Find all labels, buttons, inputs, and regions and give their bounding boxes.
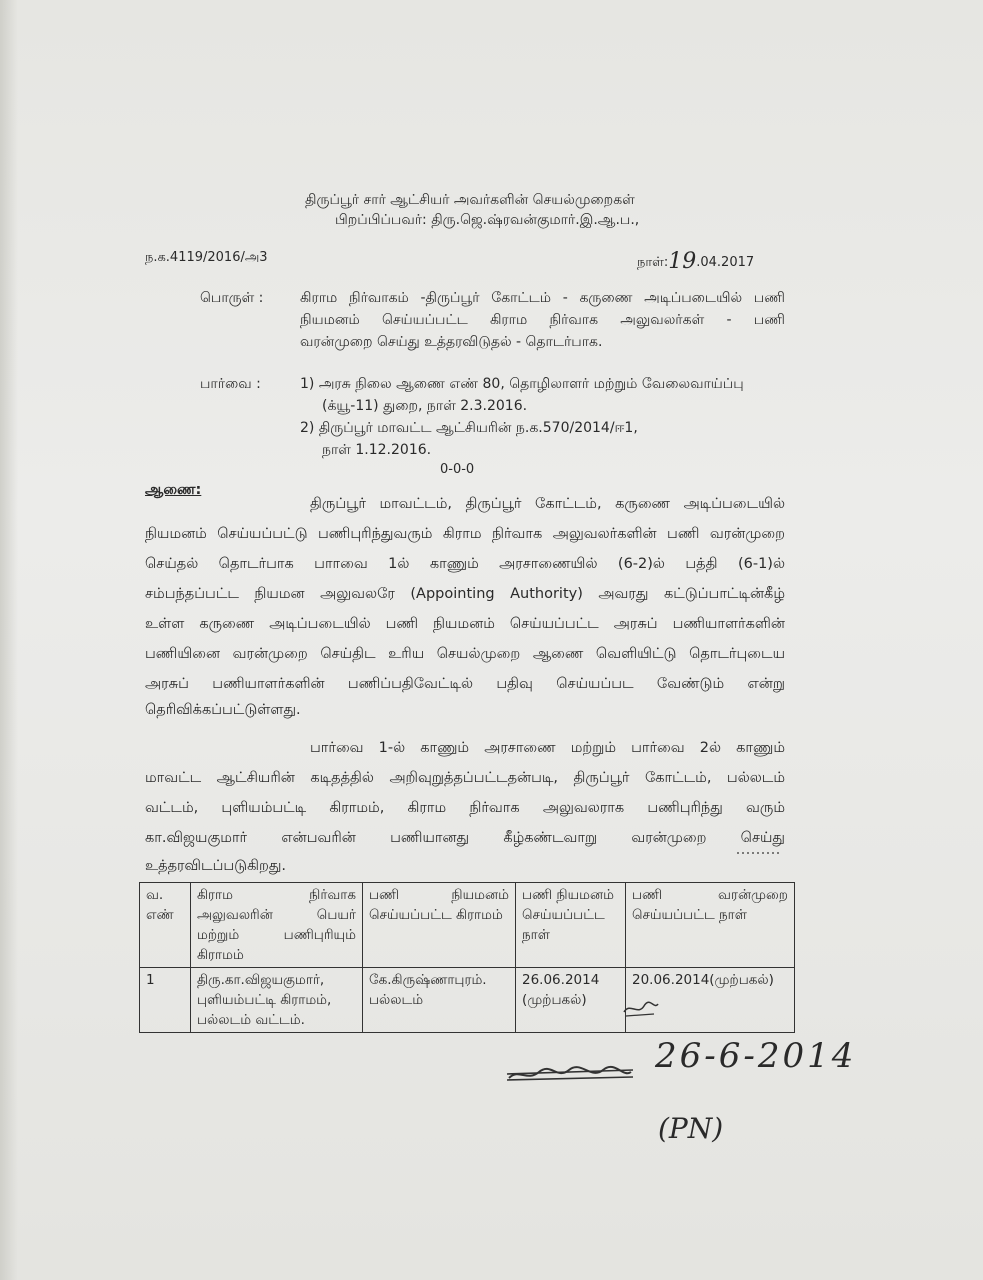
page-shadow (0, 0, 18, 1280)
para1-line-4: சம்பந்தப்பட்ட நியமன அலுவலரே (Appointing Authority) அவரது கட்டுப்பாட்டின்கீழ் (145, 586, 785, 602)
correction-scribble (620, 998, 660, 1020)
para2-line-3: வட்டம், புளியம்பட்டி கிராமம், கிராம நிர்வாக அலுவலராக பணிபுரிந்து வரும் (145, 800, 785, 816)
officer-village-line: புளியம்பட்டி கிராமம், (197, 992, 332, 1008)
table-header-row (140, 883, 795, 968)
file-number: ந.க.4119/2016/அ3 (145, 250, 268, 265)
subject-line-3: வரன்முறை செய்து உத்தரவிடுதல் - தொடர்பாக. (300, 334, 603, 350)
appointment-date: 26.06.2014 (522, 972, 600, 988)
regularised-date: 20.06.2014(முற்பகல்) (632, 972, 774, 988)
para1-line-5: உள்ள கருணை அடிப்படையில் பணி நியமனம் செய்யப்பட்ட அரசுப் பணியாளர்களின் (145, 616, 785, 632)
para2-line-4: கா.விஜயகுமார் என்பவரின் பணியானது கீழ்கண்டவாறு வரன்முறை செய்து (145, 830, 785, 846)
reference-line-1: 1) அரசு நிலை ஆணை எண் 80, தொழிலாளர் மற்றும் வேலைவாய்ப்பு (300, 376, 744, 392)
issuer-line: பிறப்பிப்பவர்: திரு.ஜெ.ஷ்ரவன்குமார்.இ.ஆ.ப., (335, 212, 640, 228)
para1-line-8: தெரிவிக்கப்பட்டுள்ளது. (145, 702, 301, 718)
para1-line-3: செய்தல் தொடர்பாக பாாவை 1ல் காணும் அரசாணையில் (6-2)ல் பத்தி (6-1)ல் (145, 556, 785, 572)
village-taluk-line: பல்லடம் (369, 992, 424, 1008)
officer-name-line: திரு.கா.விஜயகுமார், (197, 972, 325, 988)
officer-taluk-line: பல்லடம் வட்டம். (197, 1012, 305, 1028)
subject-line-1: கிராம நிர்வாகம் -திருப்பூர் கோட்டம் - கருணை அடிப்படையில் பணி (300, 290, 785, 306)
reference-line-2: (க்யூ-11) துறை, நாள் 2.3.2016. (322, 398, 528, 414)
cell-appointed-village (363, 968, 516, 1033)
para1-line-7: அரசுப் பணியாளர்களின் பணிப்பதிவேட்டில் பதிவு செய்யப்பட வேண்டும் என்று (145, 676, 785, 692)
cell-officer-name (191, 968, 363, 1033)
date-label: நாள்: (637, 255, 669, 270)
separator: 0-0-0 (440, 462, 475, 477)
date-rest: .04.2017 (696, 255, 755, 270)
para1-line-6: பணியினை வரன்முறை செய்திட உரிய செயல்முறை ஆணை வெளியிட்டு தொடர்புடைய (145, 646, 785, 662)
para1-line-1: திருப்பூர் மாவட்டம், திருப்பூர் கோட்டம், கருணை அடிப்படையில் (310, 496, 785, 512)
handwritten-corrected-date: 26-6-2014 (655, 1036, 857, 1076)
cell-appointment-date (516, 968, 626, 1033)
references-label: பார்வை : (200, 376, 261, 392)
header-regularised-date: பணி வரன்முறை செய்யப்பட்ட நாள் (626, 883, 795, 968)
village-line: கே.கிருஷ்ணாபுரம். (369, 972, 487, 988)
struck-date-scribble (505, 1058, 635, 1088)
order-heading: ஆணை: (145, 482, 202, 498)
header-appointment-date: பணி நியமனம் செய்யப்பட்ட நாள் (516, 883, 626, 968)
header-serial: வ. எண் (140, 883, 191, 968)
handwritten-initials: (PN) (658, 1112, 724, 1145)
regularisation-table (139, 882, 795, 1033)
margin-dots (735, 848, 783, 858)
table-row (140, 968, 795, 1033)
header-officer-name: கிராம நிர்வாக அலுவலரின் பெயர் மற்றும் பணிபுரியும் கிராமம் (191, 883, 363, 968)
subject-line-2: நியமனம் செய்யப்பட்ட கிராம நிர்வாக அலுவலர்கள் - பணி (300, 312, 785, 328)
para1-line-2: நியமனம் செய்யப்பட்டு பணிபுரிந்துவரும் கிராம நிர்வாக அலுவலர்களின் பணி வரன்முறை (145, 526, 785, 542)
reference-line-3: 2) திருப்பூர் மாவட்ட ஆட்சியரின் ந.க.570/2014/ஈ1, (300, 420, 638, 436)
para2-line-5: உத்தரவிடப்படுகிறது. (145, 858, 287, 874)
header-appointed-village: பணி நியமனம் செய்யப்பட்ட கிராமம் (363, 883, 516, 968)
date-line (637, 247, 754, 272)
office-title: திருப்பூர் சார் ஆட்சியர் அவர்களின் செயல்முறைகள் (305, 192, 635, 208)
date-handwritten: 19 (668, 249, 697, 274)
cell-serial: 1 (140, 968, 191, 1033)
para2-line-2: மாவட்ட ஆட்சியரின் கடிதத்தில் அறிவுறுத்தப்பட்டதன்படி, திருப்பூர் கோட்டம், பல்லடம் (145, 770, 785, 786)
reference-line-4: நாள் 1.12.2016. (322, 442, 432, 458)
para2-line-1: பார்வை 1-ல் காணும் அரசாணை மற்றும் பார்வை 2ல் காணும் (310, 740, 785, 756)
subject-label: பொருள் : (200, 290, 264, 306)
appointment-session: (முற்பகல்) (522, 992, 587, 1008)
